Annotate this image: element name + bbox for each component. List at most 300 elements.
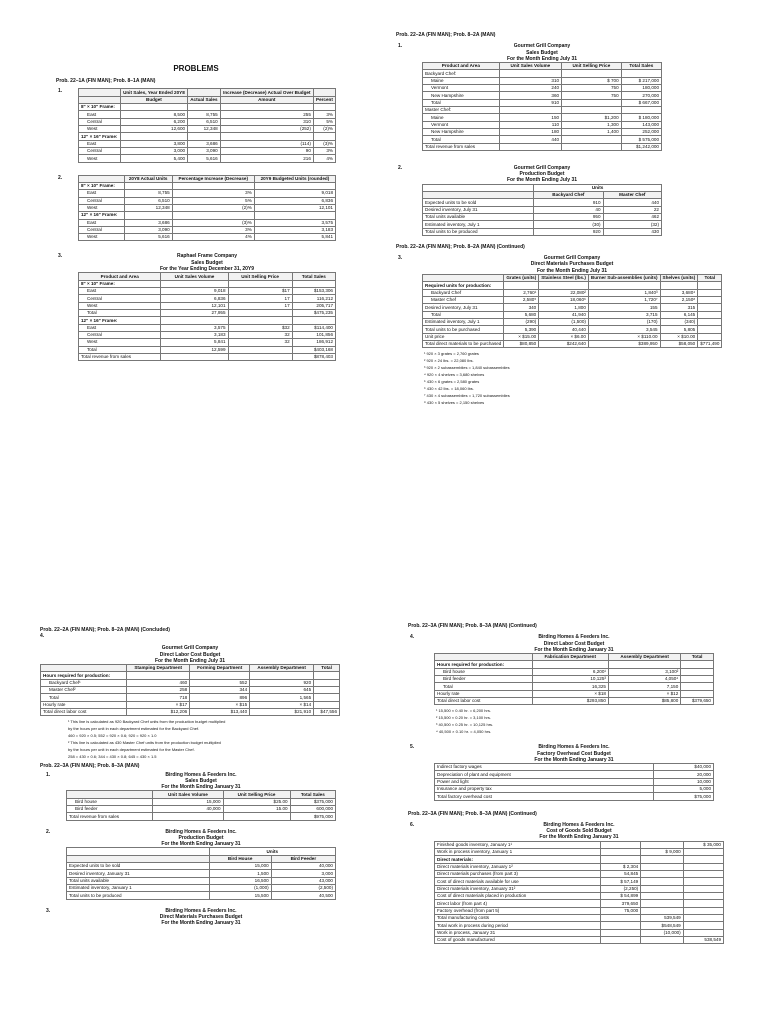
table-row: [41, 686, 340, 693]
table-cell: [683, 863, 723, 870]
table-cell: Total: [423, 99, 500, 106]
table-cell: Maine: [423, 114, 500, 121]
table-row: [435, 892, 724, 899]
table-row: [423, 106, 662, 113]
budget-period: For the Month Ending January 31: [161, 920, 241, 927]
table-cell: 32: [228, 331, 292, 338]
table-cell: 3,686: [188, 140, 221, 147]
table-cell: New Hampshire: [423, 92, 500, 99]
table-caption: [66, 772, 336, 791]
table-cell: $12,206: [127, 708, 190, 715]
table-cell: (2,500): [271, 885, 335, 892]
table-row: [79, 226, 336, 233]
table-cell: [608, 661, 680, 668]
table-caption: [66, 829, 336, 848]
table-cell: 18,060⁶: [539, 296, 589, 303]
column-header: Bird House: [209, 855, 271, 862]
column-header: Assembly Department: [608, 654, 680, 661]
table-row: [79, 302, 336, 309]
table-cell: 101,856: [292, 331, 335, 338]
table-cell: 216: [220, 155, 313, 162]
table-row: [423, 296, 722, 303]
table-cell: [228, 317, 292, 324]
column-header: Master Chef: [603, 192, 661, 199]
table-cell: $ 57,149: [600, 878, 640, 885]
table-cell: 430: [603, 228, 661, 235]
problem-header: Prob. 22–2A (FIN MAN); Prob. 8–2A (MAN): [396, 32, 496, 38]
column-header: Assembly Department: [250, 665, 314, 672]
unit-sales-table: [78, 88, 336, 162]
column-header: Unit Sales Volume: [161, 273, 228, 280]
table-cell: Central: [79, 226, 125, 233]
column-header: Unit Selling Price: [223, 791, 290, 798]
table-row: [435, 863, 724, 870]
table-cell: [314, 679, 340, 686]
table-cell: 258: [127, 686, 190, 693]
table-cell: Hours required for production:: [41, 672, 127, 679]
table-cell: 6,200¹: [532, 668, 608, 675]
table-cell: [423, 184, 534, 191]
footnote: ¹ This line is calculated as 920 Backyard Chef units from the production budget multiplied: [68, 719, 226, 725]
table-cell: [220, 103, 313, 110]
table-cell: [254, 182, 335, 189]
table-cell: Direct materials inventory, January 1²: [435, 863, 601, 870]
table-cell: 344: [190, 686, 250, 693]
table-cell: [641, 878, 684, 885]
table-cell: Direct materials:: [435, 856, 601, 863]
table-row: [79, 346, 336, 353]
table-row: [435, 885, 724, 892]
table-cell: 950: [534, 214, 603, 221]
table-row: [79, 331, 336, 338]
table-caption: [422, 255, 722, 274]
table-cell: 2,580⁵: [504, 296, 539, 303]
table-cell: (30): [534, 221, 603, 228]
table-cell: Total direct materials to be purchased: [423, 340, 504, 347]
table-cell: 3%: [172, 190, 254, 197]
table-cell: 17: [228, 302, 292, 309]
table-header-row: [79, 175, 336, 182]
table-cell: Total: [435, 683, 533, 690]
table-row: [423, 121, 662, 128]
table-cell: 5,616: [188, 155, 221, 162]
column-header: [188, 89, 221, 96]
budget-name: Factory Overhead Cost Budget: [537, 750, 611, 757]
table-cell: 12" × 16" Frame:: [79, 133, 121, 140]
table-cell: [698, 304, 722, 311]
table-cell: × $18: [532, 690, 608, 697]
company-name: Birding Homes & Feeders Inc.: [165, 907, 237, 914]
table-row: [79, 140, 336, 147]
table-cell: 1,840³: [588, 289, 660, 296]
table-cell: [190, 672, 250, 679]
table-cell: $ 35,000: [683, 841, 723, 848]
table-cell: 4,050⁴: [608, 675, 680, 682]
table-cell: [562, 143, 622, 150]
table-cell: Total units available: [423, 214, 534, 221]
table-cell: (2,250): [600, 885, 640, 892]
table-row: [423, 282, 722, 289]
column-header: Increase (Decrease) Actual Over Budget: [220, 89, 313, 96]
table-cell: Unit price: [423, 333, 504, 340]
budget-name: Sales Budget: [185, 777, 217, 784]
table-cell: 7,150: [608, 683, 680, 690]
table-cell: 205,717: [292, 302, 335, 309]
table-cell: Central: [79, 295, 161, 302]
table-cell: 180,000: [621, 84, 661, 91]
table-row: [435, 900, 724, 907]
table-cell: [600, 914, 640, 921]
table-cell: 12,348: [188, 125, 221, 132]
table-cell: West: [79, 302, 161, 309]
table-cell: × $15: [190, 701, 250, 708]
footnote: ¹ 15,500 × 0.40 hr. = 6,200 hrs.: [436, 708, 491, 714]
table-row: [79, 295, 336, 302]
table-row: [423, 221, 662, 228]
table-cell: Expected units to be sold: [423, 199, 534, 206]
table-row: [79, 324, 336, 331]
table-cell: West: [79, 204, 125, 211]
table-cell: [641, 936, 684, 943]
footnotes: [408, 708, 728, 734]
table-cell: [641, 892, 684, 899]
table-cell: 252,000: [621, 128, 661, 135]
table-cell: 75,000: [600, 907, 640, 914]
table-row: [79, 234, 336, 241]
table-cell: [683, 922, 723, 929]
table-row: [79, 309, 336, 316]
table-cell: [588, 282, 660, 289]
table-cell: [600, 922, 640, 929]
table-cell: West: [79, 234, 125, 241]
table-row: [435, 683, 714, 690]
table-cell: Backyard Chef¹: [41, 679, 127, 686]
section-1: [58, 88, 336, 162]
table-cell: (290): [504, 318, 539, 325]
table-cell: [292, 280, 335, 287]
table-cell: Estimated inventory, January 1: [67, 885, 210, 892]
section-4: [410, 634, 714, 705]
table-row: [79, 111, 336, 118]
table-cell: (32): [603, 221, 661, 228]
table-cell: 17: [228, 295, 292, 302]
section-2: [58, 174, 336, 242]
table-cell: 40,440: [539, 326, 589, 333]
table-cell: Total revenue from sales: [79, 353, 161, 360]
table-cell: Cost of goods manufactured: [435, 936, 601, 943]
table-cell: [681, 690, 714, 697]
table-cell: 5,805: [660, 326, 698, 333]
table-row: [79, 204, 336, 211]
budget-name: Cost of Goods Sold Budget: [546, 828, 612, 835]
table-cell: 90: [220, 147, 313, 154]
table-cell: $ 54,899: [600, 892, 640, 899]
table-cell: East: [79, 324, 161, 331]
table-header-row: [423, 63, 662, 70]
table-cell: 310: [499, 77, 561, 84]
table-row: [79, 133, 336, 140]
table-row: [79, 147, 336, 154]
footnote: ³ 40,500 × 0.25 hr. = 10,125 hrs.: [436, 722, 494, 728]
table-cell: 5,841: [161, 339, 228, 346]
table-cell: 552: [190, 679, 250, 686]
page-title: PROBLEMS: [173, 64, 219, 73]
table-row: [435, 661, 714, 668]
table-row: [435, 929, 724, 936]
table-cell: [120, 133, 187, 140]
section-number: 1.: [58, 88, 63, 95]
footnote: ⁶ 430 × 42 lbs. = 18,060 lbs.: [424, 386, 474, 392]
table-cell: 20,000: [653, 771, 713, 778]
table-cell: [314, 694, 340, 701]
company-name: Gourmet Grill Company: [513, 164, 571, 171]
table-cell: 9,018: [161, 287, 228, 294]
table-row: [423, 206, 662, 213]
table-cell: 16,500: [209, 877, 271, 884]
column-header: Total: [698, 274, 722, 281]
table-caption: [422, 165, 662, 184]
table-cell: (10,000): [641, 929, 684, 936]
table-cell: 12,101: [161, 302, 228, 309]
table-row: [41, 694, 340, 701]
table-cell: Required units for production:: [423, 282, 504, 289]
table-cell: 3%: [313, 111, 335, 118]
table-cell: [641, 900, 684, 907]
budget-period: For the Month Ending July 31: [537, 267, 607, 274]
table-cell: 5,390: [504, 326, 539, 333]
table-row: [423, 114, 662, 121]
table-cell: [228, 309, 292, 316]
budget-period: For the Year Ending December 31, 20Y9: [159, 265, 255, 272]
table-cell: Backyard Chef: [423, 289, 504, 296]
table-cell: [698, 318, 722, 325]
column-header: Unit Sales, Year Ended 20Y8: [120, 89, 187, 96]
table-cell: Central: [79, 147, 121, 154]
table-cell: 1,800: [539, 304, 589, 311]
table-cell: 910: [534, 199, 603, 206]
table-cell: Bird feeder: [435, 675, 533, 682]
section-number: 5.: [410, 744, 415, 751]
table-cell: 8" × 10" Frame:: [79, 280, 161, 287]
table-cell: Cost of direct materials placed in production: [435, 892, 601, 899]
page-1: [56, 62, 336, 361]
section-number: 3.: [398, 255, 403, 262]
table-cell: [683, 914, 723, 921]
table-cell: $40,000: [653, 764, 713, 771]
table-cell: $75,000: [653, 793, 713, 800]
column-header: 20Y9 Budgeted Units (rounded): [254, 175, 335, 182]
table-cell: [660, 282, 698, 289]
table-cell: [314, 672, 340, 679]
table-cell: 315: [660, 304, 698, 311]
table-header-row: [435, 654, 714, 661]
table-caption: [40, 639, 340, 664]
table-cell: (114): [220, 140, 313, 147]
table-row: [423, 311, 722, 318]
table-row: [423, 136, 662, 143]
table-cell: 10,125³: [532, 675, 608, 682]
table-cell: (1,000): [209, 885, 271, 892]
table-row: [423, 340, 722, 347]
table-cell: 5%: [313, 118, 335, 125]
footnote: ² 15,500 × 0.20 hr. = 3,100 hrs.: [436, 715, 491, 721]
table-cell: Finished goods inventory, January 1¹: [435, 841, 601, 848]
table-cell: (1,500): [539, 318, 589, 325]
table-row: [67, 870, 336, 877]
table-cell: Total units available: [67, 877, 210, 884]
table-cell: 15,500: [209, 892, 271, 899]
table-cell: $1,242,000: [621, 143, 661, 150]
table-cell: 3,715: [588, 311, 660, 318]
table-row: [79, 103, 336, 110]
table-cell: West: [79, 155, 121, 162]
table-cell: $32: [228, 324, 292, 331]
table-cell: Cost of direct materials available for use: [435, 878, 601, 885]
table-cell: Master Chef: [423, 296, 504, 303]
budget-period: For the Month Ending January 31: [534, 646, 614, 653]
table-row: [41, 672, 340, 679]
table-cell: (340): [660, 318, 698, 325]
birding-production-table: [66, 847, 336, 899]
section-3: [398, 255, 722, 348]
page-4: [408, 623, 728, 944]
table-cell: [621, 106, 661, 113]
table-header-row: [423, 274, 722, 281]
table-cell: [698, 289, 722, 296]
footnote: ² 920 × 24 lbs. = 22,080 lbs.: [424, 358, 474, 364]
table-cell: 6,510: [124, 197, 172, 204]
table-cell: Estimated inventory, July 1: [423, 318, 504, 325]
table-cell: $548,549: [641, 922, 684, 929]
table-cell: 4%: [172, 234, 254, 241]
table-cell: Master Chef:: [423, 106, 500, 113]
table-cell: Expected units to be sold: [67, 863, 210, 870]
table-cell: $975,000: [290, 813, 335, 820]
table-cell: [641, 871, 684, 878]
table-row: [67, 813, 336, 820]
table-cell: Work in process inventory, January 1: [435, 849, 601, 856]
table-cell: East: [79, 111, 121, 118]
table-cell: Direct materials purchases (from part 3): [435, 871, 601, 878]
table-cell: 186,912: [292, 339, 335, 346]
table-cell: $80,850: [504, 340, 539, 347]
table-row: [423, 318, 722, 325]
table-cell: (2)%: [313, 125, 335, 132]
table-cell: 538,549: [683, 936, 723, 943]
column-header: [423, 192, 534, 199]
table-row: [79, 212, 336, 219]
table-cell: 40,500: [271, 892, 335, 899]
footnote: ⁷ 430 × 4 subassemblies = 1,720 subassemblies: [424, 393, 510, 399]
table-cell: Backyard Chef:: [423, 70, 500, 77]
table-cell: [621, 70, 661, 77]
budget-period: For the Month Ending January 31: [161, 784, 241, 791]
table-cell: 3,680⁴: [660, 289, 698, 296]
table-header-row: [79, 89, 336, 96]
table-cell: 27,955: [161, 309, 228, 316]
footnote: ⁴ 40,500 × 0.10 hr. = 4,050 hrs.: [436, 729, 492, 735]
table-cell: 3%: [172, 226, 254, 233]
birding-sales-table: [66, 790, 336, 820]
table-cell: [683, 885, 723, 892]
table-cell: [698, 311, 722, 318]
table-cell: $ 9,000: [641, 849, 684, 856]
column-header: [313, 89, 335, 96]
table-row: [423, 289, 722, 296]
table-cell: $1,200: [562, 114, 622, 121]
table-cell: 5,841: [254, 234, 335, 241]
section-5: [410, 744, 714, 800]
table-cell: Total: [79, 346, 161, 353]
table-cell: Master Chef²: [41, 686, 127, 693]
page-3: [40, 627, 340, 926]
budget-name: Direct Labor Cost Budget: [543, 640, 605, 647]
table-row: [79, 317, 336, 324]
column-header: Total Sales: [290, 791, 335, 798]
table-row: [79, 125, 336, 132]
table-cell: 1,300: [562, 121, 622, 128]
table-row: [423, 304, 722, 311]
table-cell: $293,850: [532, 697, 608, 704]
section-1: [398, 43, 662, 151]
section-number: 1.: [46, 771, 51, 778]
table-cell: 155: [588, 304, 660, 311]
table-row: [67, 805, 336, 812]
table-row: [67, 863, 336, 870]
table-header-row: [41, 665, 340, 672]
table-cell: Work in process, January 31: [435, 929, 601, 936]
footnote: 258 = 430 × 0.6; 344 = 430 × 0.8; 645 = 430 × 1.5: [68, 754, 157, 760]
section-number: 2.: [46, 828, 51, 835]
table-cell: 40,000: [271, 863, 335, 870]
column-header: Unit Selling Price: [228, 273, 292, 280]
table-cell: Bird house: [67, 798, 153, 805]
column-header: Total Sales: [621, 63, 661, 70]
table-row: [423, 214, 662, 221]
table-cell: [223, 813, 290, 820]
table-cell: (170): [588, 318, 660, 325]
table-cell: [188, 103, 221, 110]
table-row: [435, 936, 724, 943]
company-name: Birding Homes & Feeders Inc.: [165, 828, 237, 835]
table-cell: Total work in process during period: [435, 922, 601, 929]
table-cell: Total factory overhead cost: [435, 793, 654, 800]
table-cell: $475,235: [292, 309, 335, 316]
section-number: 2.: [398, 164, 403, 171]
table-cell: 41,940: [539, 311, 589, 318]
column-header: Amount: [220, 96, 313, 103]
table-caption: [434, 744, 714, 763]
table-cell: [499, 70, 561, 77]
table-cell: 3,000: [271, 870, 335, 877]
table-cell: 1,565: [250, 694, 314, 701]
section-4: [40, 633, 340, 716]
table-cell: [683, 878, 723, 885]
table-row: [423, 84, 662, 91]
table-cell: [683, 871, 723, 878]
table-row: [67, 885, 336, 892]
table-cell: [698, 296, 722, 303]
table-cell: 3,545: [588, 326, 660, 333]
table-cell: 5,680: [504, 311, 539, 318]
section-6: [410, 821, 724, 944]
table-cell: $375,000: [290, 798, 335, 805]
table-cell: [120, 103, 187, 110]
table-row: [423, 70, 662, 77]
table-cell: × $17: [127, 701, 190, 708]
table-cell: [313, 103, 335, 110]
section-2: [398, 164, 662, 236]
